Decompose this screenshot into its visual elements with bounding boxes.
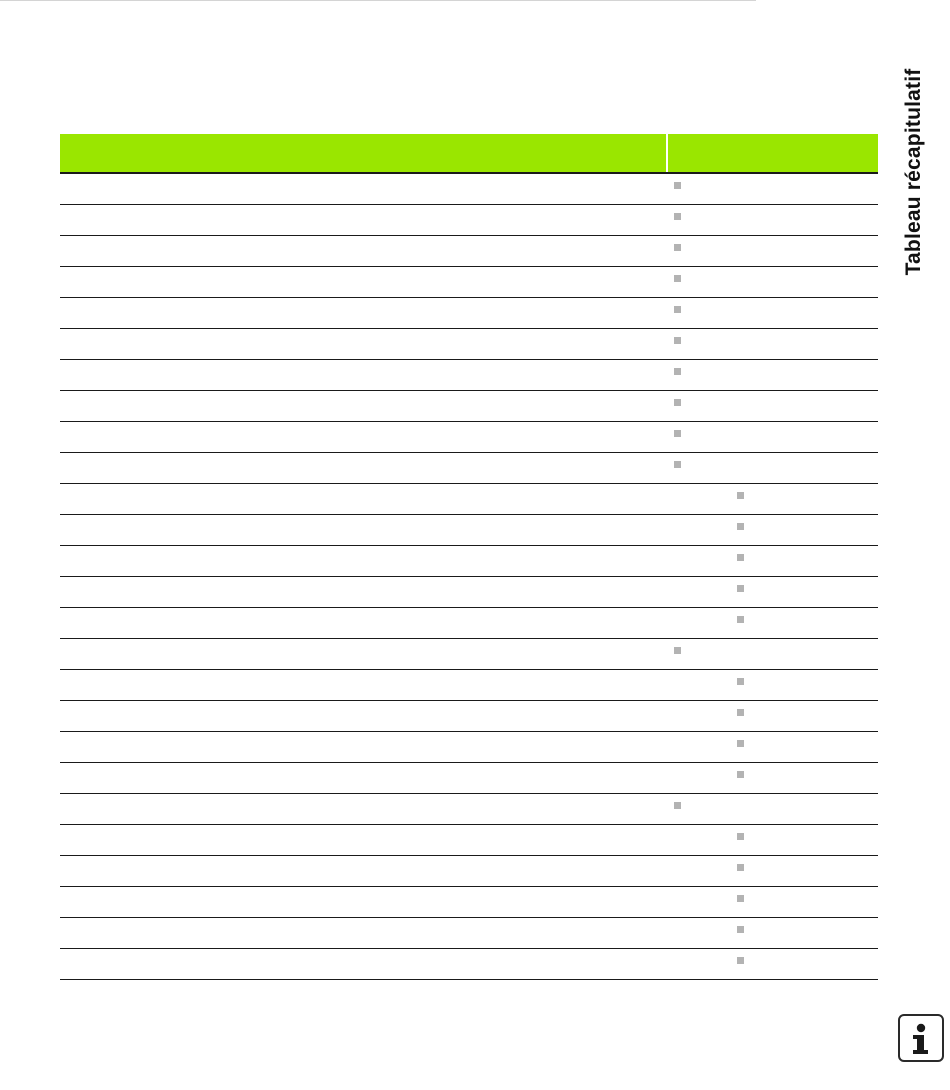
bullet-marker-icon [674,337,681,344]
table-row [60,205,878,236]
table-row [60,546,878,577]
section-title: Tableau récapitulatif [902,68,925,276]
bullet-marker-icon [737,864,744,871]
table-row [60,515,878,546]
bullet-marker-icon [737,492,744,499]
table-row [60,577,878,608]
table-row [60,949,878,980]
table-row [60,701,878,732]
info-icon [898,1014,944,1062]
bullet-marker-icon [737,585,744,592]
table-row [60,918,878,949]
bullet-marker-icon [737,957,744,964]
table-row [60,639,878,670]
table-row [60,856,878,887]
bullet-marker-icon [674,244,681,251]
bullet-marker-icon [674,368,681,375]
table-row [60,732,878,763]
table-row [60,422,878,453]
bullet-marker-icon [737,523,744,530]
table-body [60,174,878,980]
info-icon-glyph [900,1016,942,1060]
table-row [60,267,878,298]
bullet-marker-icon [737,678,744,685]
table-header-cell [60,134,668,172]
bullet-marker-icon [737,616,744,623]
table-row [60,236,878,267]
summary-table [60,134,878,980]
table-row [60,298,878,329]
bullet-marker-icon [737,554,744,561]
bullet-marker-icon [674,213,681,220]
bullet-marker-icon [737,771,744,778]
bullet-marker-icon [737,709,744,716]
table-row [60,887,878,918]
table-row [60,794,878,825]
table-header [60,134,878,174]
table-row [60,763,878,794]
table-row [60,453,878,484]
bullet-marker-icon [674,182,681,189]
table-row [60,391,878,422]
table-row [60,608,878,639]
table-header-cell [668,134,878,172]
bullet-marker-icon [674,461,681,468]
bullet-marker-icon [674,306,681,313]
bullet-marker-icon [674,430,681,437]
page-top-rule [0,0,756,1]
bullet-marker-icon [737,895,744,902]
table-row [60,329,878,360]
bullet-marker-icon [737,740,744,747]
bullet-marker-icon [674,802,681,809]
table-row [60,174,878,205]
table-row [60,484,878,515]
bullet-marker-icon [737,833,744,840]
table-row [60,670,878,701]
table-row [60,825,878,856]
bullet-marker-icon [674,399,681,406]
bullet-marker-icon [674,647,681,654]
bullet-marker-icon [674,275,681,282]
table-row [60,360,878,391]
bullet-marker-icon [737,926,744,933]
